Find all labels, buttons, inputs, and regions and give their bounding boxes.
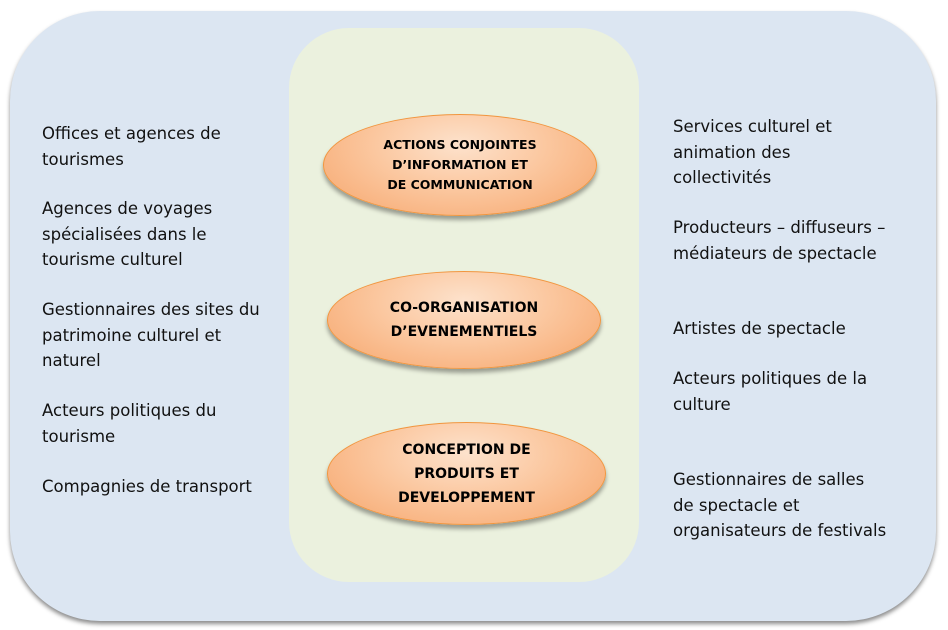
right-item-services-culturel: Services culturel et animation des collectivités xyxy=(673,117,832,187)
ellipse-line: D’INFORMATION ET xyxy=(392,157,528,172)
right-item-producteurs: Producteurs – diffuseurs –médiateurs de spectacle xyxy=(673,218,886,263)
ellipse-line: D’EVENEMENTIELS xyxy=(390,324,538,340)
ellipse-line: CONCEPTION DE xyxy=(402,441,531,458)
ellipse-line: DE COMMUNICATION xyxy=(387,177,533,192)
ellipse-line: DEVELOPPEMENT xyxy=(398,489,535,506)
right-item-acteurs-culture: Acteurs politiques de la culture xyxy=(673,369,868,414)
left-item-agences-voyages: Agences de voyages spécialisées dans le tourisme culturel xyxy=(42,199,213,269)
right-item-gestionnaires-salles: Gestionnaires de salles de spectacle et organisateurs de festivals xyxy=(673,470,887,540)
left-item-offices: Offices et agences de tourismes xyxy=(42,124,221,169)
ellipse-actions-conjointes xyxy=(323,114,597,216)
right-item-artistes: Artistes de spectacle xyxy=(673,319,846,338)
left-item-gestionnaires-sites: Gestionnaires des sites du patrimoine culturel et naturel xyxy=(42,300,260,370)
left-item-compagnies-transport: Compagnies de transport xyxy=(42,477,252,496)
ellipse-line: CO-ORGANISATION xyxy=(389,300,539,316)
ellipse-line: ACTIONS CONJOINTES xyxy=(383,137,537,152)
ellipse-co-organisation xyxy=(327,271,601,369)
ellipse-conception xyxy=(327,422,606,525)
left-item-acteurs-tourisme: Acteurs politiques du tourisme xyxy=(42,401,217,446)
ellipse-line: PRODUITS ET xyxy=(414,465,519,482)
